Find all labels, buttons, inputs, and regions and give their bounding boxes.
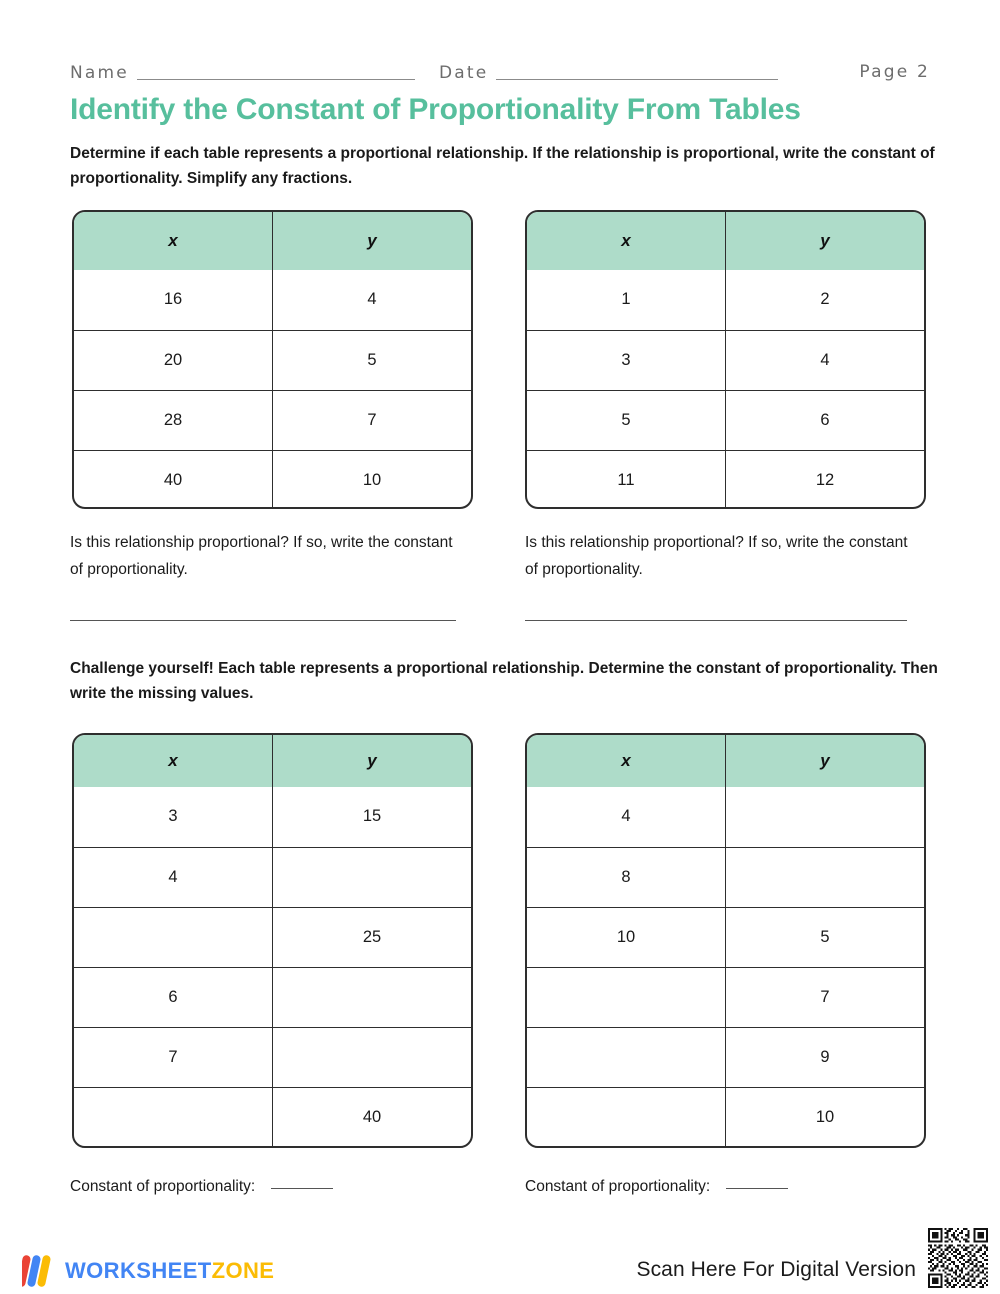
cell-x-blank[interactable]: [74, 907, 273, 967]
brand-logo: [22, 1252, 274, 1290]
brand-name-part-2: ZONE: [211, 1258, 275, 1283]
cell-x-blank[interactable]: [527, 1087, 726, 1147]
cell-x[interactable]: 28: [74, 390, 273, 450]
page-title: Identify the Constant of Proportionality From Tables: [70, 93, 801, 126]
cell-y[interactable]: 9: [726, 1027, 925, 1087]
cell-x[interactable]: 1: [527, 270, 726, 330]
cell-x[interactable]: 11: [527, 450, 726, 509]
table-row: [527, 787, 924, 847]
cell-y[interactable]: 10: [726, 1087, 925, 1147]
cell-x[interactable]: 3: [527, 330, 726, 390]
table-grid: [74, 212, 471, 509]
cell-y[interactable]: 40: [273, 1087, 472, 1147]
table-row: [527, 450, 924, 509]
cop-label: Constant of proportionality:: [525, 1178, 711, 1195]
proportionality-table-1: [72, 210, 473, 509]
table-grid: [74, 735, 471, 1147]
cell-y[interactable]: 5: [273, 330, 472, 390]
cell-x[interactable]: 20: [74, 330, 273, 390]
column-header-y: y: [726, 212, 925, 270]
column-header-x: x: [74, 735, 273, 787]
instructions-part-2: Challenge yourself! Each table represents a proportional relationship. Determine the constant of proportionality. Then write the missing values.: [70, 660, 938, 703]
table-row: [74, 907, 471, 967]
cell-x-blank[interactable]: [527, 1027, 726, 1087]
table-row: [74, 967, 471, 1027]
cell-x[interactable]: 10: [527, 907, 726, 967]
table-row: [74, 450, 471, 509]
table-row: [74, 847, 471, 907]
column-header-y: y: [273, 735, 472, 787]
cell-x[interactable]: 6: [74, 967, 273, 1027]
brand-name: [65, 1260, 274, 1282]
cell-y-blank[interactable]: [726, 787, 925, 847]
table-grid: [527, 212, 924, 509]
cell-y[interactable]: 15: [273, 787, 472, 847]
column-header-y: y: [273, 212, 472, 270]
cell-x[interactable]: 4: [74, 847, 273, 907]
cop-answer-blank[interactable]: [726, 1188, 788, 1189]
cell-y[interactable]: 12: [726, 450, 925, 509]
cell-x[interactable]: 3: [74, 787, 273, 847]
cell-x[interactable]: 5: [527, 390, 726, 450]
cell-x-blank[interactable]: [527, 967, 726, 1027]
scan-prompt-text: Scan Here For Digital Version: [636, 1258, 916, 1281]
table-row: [74, 330, 471, 390]
proportionality-table-4: [525, 733, 926, 1148]
instructions-part-1: Determine if each table represents a proportional relationship. If the relationship is proportional, write the constant of proportionality. Simplify any fractions.: [70, 145, 935, 188]
cell-y[interactable]: 10: [273, 450, 472, 509]
table-row: [527, 967, 924, 1027]
cell-x[interactable]: 7: [74, 1027, 273, 1087]
table-row: [527, 390, 924, 450]
cell-y-blank[interactable]: [273, 967, 472, 1027]
table-row: [74, 787, 471, 847]
cop-answer-blank[interactable]: [271, 1188, 333, 1189]
table-row: [74, 1087, 471, 1147]
table-row: [527, 1027, 924, 1087]
worksheet-meta-row: [70, 56, 930, 84]
cell-x[interactable]: 16: [74, 270, 273, 330]
cell-y[interactable]: 4: [273, 270, 472, 330]
brand-name-part-1: WORKSHEET: [65, 1258, 212, 1283]
cell-x[interactable]: 40: [74, 450, 273, 509]
table-row: [527, 907, 924, 967]
column-header-y: y: [726, 735, 925, 787]
table-header-row: [74, 212, 471, 270]
date-input-line[interactable]: [496, 79, 778, 80]
table-row: [527, 847, 924, 907]
column-header-x: x: [527, 735, 726, 787]
cell-x-blank[interactable]: [74, 1087, 273, 1147]
prompt-question-2: Is this relationship proportional? If so, write the constant of proportionality.: [525, 534, 908, 578]
cell-y[interactable]: 7: [726, 967, 925, 1027]
cell-y[interactable]: 6: [726, 390, 925, 450]
name-label: Name: [70, 63, 129, 83]
page-number: Page 2: [859, 62, 930, 82]
table-header-row: [527, 212, 924, 270]
name-input-line[interactable]: [137, 79, 415, 80]
cell-y-blank[interactable]: [273, 847, 472, 907]
proportionality-table-2: [525, 210, 926, 509]
cop-label: Constant of proportionality:: [70, 1178, 256, 1195]
qr-code[interactable]: [924, 1224, 992, 1292]
cell-y[interactable]: 25: [273, 907, 472, 967]
cell-y[interactable]: 5: [726, 907, 925, 967]
constant-of-proportionality-2: [525, 1178, 788, 1196]
table-row: [527, 1087, 924, 1147]
table-header-row: [74, 735, 471, 787]
table-row: [74, 270, 471, 330]
constant-of-proportionality-1: [70, 1178, 333, 1196]
cell-y[interactable]: 2: [726, 270, 925, 330]
cell-y-blank[interactable]: [273, 1027, 472, 1087]
table-row: [74, 1027, 471, 1087]
cell-y[interactable]: 7: [273, 390, 472, 450]
table-row: [527, 330, 924, 390]
table-row: [527, 270, 924, 330]
cell-y-blank[interactable]: [726, 847, 925, 907]
date-label: Date: [438, 63, 489, 83]
table-header-row: [527, 735, 924, 787]
answer-line-1[interactable]: [70, 620, 456, 621]
cell-x[interactable]: 8: [527, 847, 726, 907]
answer-line-2[interactable]: [525, 620, 907, 621]
cell-y[interactable]: 4: [726, 330, 925, 390]
table-grid: [527, 735, 924, 1147]
table-row: [74, 390, 471, 450]
column-header-x: x: [74, 212, 273, 270]
worksheet-zone-logo-icon: [22, 1254, 56, 1288]
column-header-x: x: [527, 212, 726, 270]
prompt-question-1: Is this relationship proportional? If so, write the constant of proportionality.: [70, 534, 453, 578]
proportionality-table-3: [72, 733, 473, 1148]
cell-x[interactable]: 4: [527, 787, 726, 847]
